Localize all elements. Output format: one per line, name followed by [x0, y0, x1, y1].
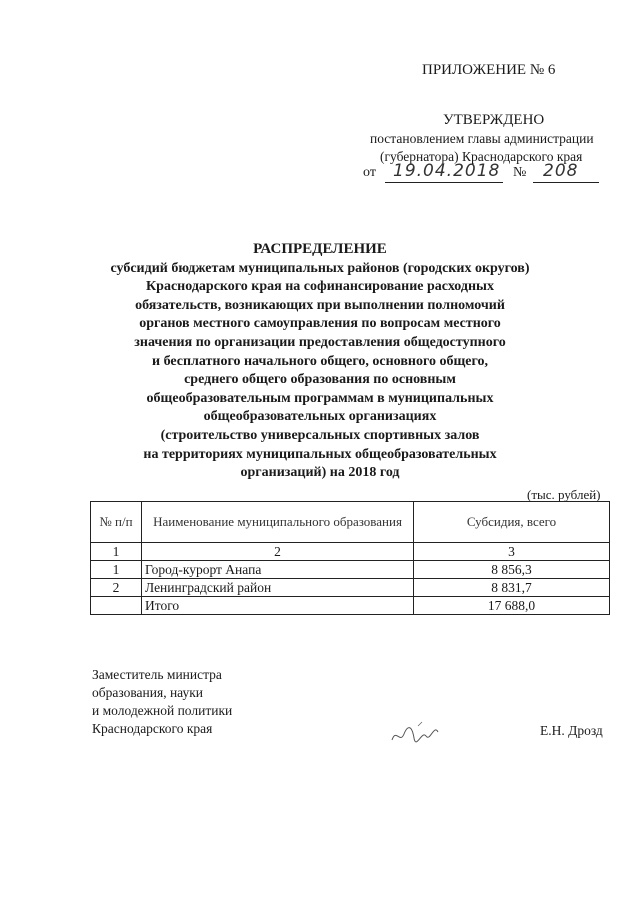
number-label: № — [513, 165, 527, 180]
column-number-row — [91, 543, 610, 561]
handwritten-signature — [388, 718, 448, 753]
position-line: Краснодарского края — [92, 721, 213, 736]
appendix-label: ПРИЛОЖЕНИЕ № 6 — [422, 62, 556, 78]
title-line: общеобразовательных организациях — [203, 409, 437, 425]
title-heading: РАСПРЕДЕЛЕНИЕ — [253, 241, 387, 257]
title-line: на территориях муниципальных общеобразовательных — [143, 446, 497, 462]
table-row — [91, 561, 610, 579]
units-label: (тыс. рублей) — [527, 487, 601, 502]
row-num: 1 — [91, 561, 142, 579]
title-line: и бесплатного начального общего, основного общего, — [152, 353, 488, 369]
decree-row — [363, 161, 613, 187]
document-title — [110, 240, 530, 483]
position-line: Заместитель министра — [92, 667, 222, 682]
header-num: № п/п — [91, 502, 142, 543]
decree-number: 208 — [543, 161, 579, 181]
position-line: и молодежной политики — [92, 703, 233, 718]
row-num: 2 — [91, 579, 142, 597]
approved-label: УТВЕРЖДЕНО — [443, 112, 545, 128]
total-row — [91, 597, 610, 615]
header-name: Наименование муниципального образования — [142, 502, 414, 543]
row-value: 8 831,7 — [414, 579, 610, 597]
column-number: 1 — [91, 543, 142, 561]
title-line: организаций) на 2018 год — [240, 465, 400, 481]
total-num-cell — [91, 597, 142, 615]
column-number: 2 — [142, 543, 414, 561]
title-line: значения по организации предоставления общедоступного — [134, 334, 506, 350]
total-label: Итого — [142, 597, 414, 615]
from-label: от — [363, 165, 376, 180]
header-subsidy: Субсидия, всего — [414, 502, 610, 543]
title-line: (строительство универсальных спортивных залов — [160, 427, 480, 443]
signatory-name: Е.Н. Дрозд — [540, 723, 603, 738]
title-line: среднего общего образования по основным — [184, 372, 456, 388]
position-line: образования, науки — [92, 685, 204, 700]
row-name: Ленинградский район — [142, 579, 414, 597]
number-underline — [533, 182, 599, 183]
approved-by-line-2: (губернатора) Краснодарского края — [380, 149, 583, 164]
row-name: Город-курорт Анапа — [142, 561, 414, 579]
title-line: общеобразовательным программам в муниципальных — [146, 390, 494, 406]
title-line: субсидий бюджетам муниципальных районов (городских округов) — [110, 260, 530, 276]
signatory-position — [92, 666, 232, 738]
subsidy-table — [90, 501, 610, 615]
row-value: 8 856,3 — [414, 561, 610, 579]
title-line: обязательств, возникающих при выполнении полномочий — [135, 297, 505, 313]
decree-date: 19.04.2018 — [393, 161, 501, 181]
title-line: органов местного самоуправления по вопросам местного — [139, 316, 501, 332]
column-number: 3 — [414, 543, 610, 561]
approved-by-line-1: постановлением главы администрации — [370, 131, 594, 146]
table-header-row — [91, 502, 610, 543]
total-value: 17 688,0 — [414, 597, 610, 615]
date-underline — [385, 182, 503, 183]
title-line: Краснодарского края на софинансирование расходных — [146, 279, 494, 295]
table-row — [91, 579, 610, 597]
